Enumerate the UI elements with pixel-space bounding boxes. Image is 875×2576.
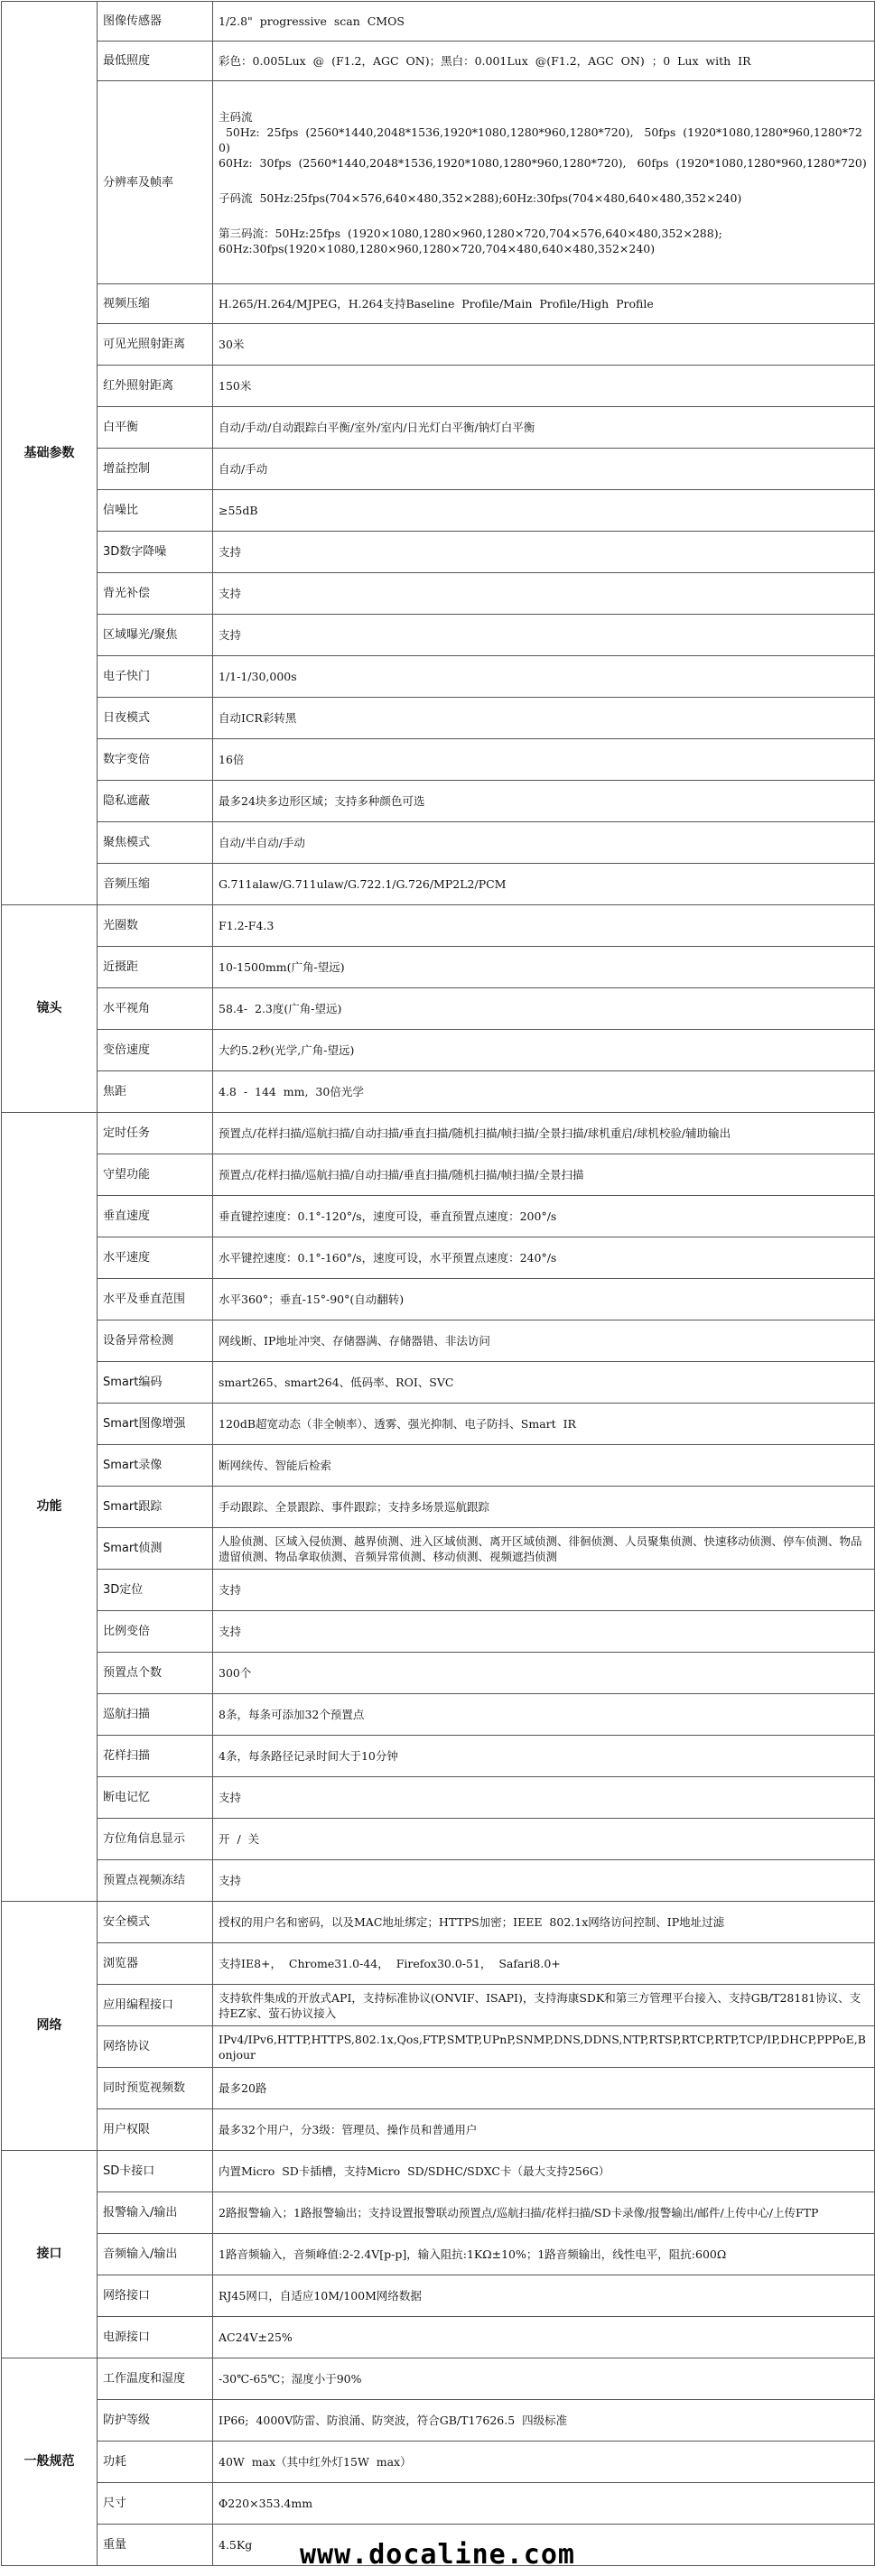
spec-row [2, 2192, 875, 2234]
spec-row [2, 81, 875, 284]
spec-label: 电源接口 [98, 2317, 213, 2358]
res-main-line: 60Hz: 30fps (2560*1440,2048*1536,1920*1080,1280*960,1280*720), 60fps (1920*1080,1280*960,1280*720) [219, 155, 867, 170]
spec-value: RJ45网口，自适应10M/100M网络数据 [213, 2275, 875, 2317]
spec-value: 4.8 - 144 mm, 30倍光学 [213, 1071, 875, 1113]
spec-value: IPv4/IPv6,HTTP,HTTPS,802.1x,Qos,FTP,SMTP,UPnP,SNMP,DNS,DDNS,NTP,RTSP,RTCP,RTP,TCP/IP,DHCP,PPPoE,Bonjour [213, 2026, 875, 2068]
spec-row [2, 2442, 875, 2483]
category-label: 基础参数 [2, 2, 98, 905]
res-main-line: 50Hz: 25fps (2560*1440,2048*1536,1920*1080,1280*960,1280*720), 50fps (1920*1080,1280*960,1280*720) [219, 125, 862, 154]
res-third-stream: 第三码流：50Hz:25fps (1920×1080,1280×960,1280×720,704×576,640×480,352×288); 60Hz:30fps(1920×1080,1280×960,1280×720,704×480,640×480,352×240) [219, 226, 722, 255]
spec-value: Φ220×353.4mm [213, 2483, 875, 2525]
spec-label: 近摄距 [98, 947, 213, 988]
spec-label: 垂直速度 [98, 1196, 213, 1237]
category-label: 一般规范 [2, 2358, 98, 2566]
spec-row [2, 2400, 875, 2442]
spec-value: smart265、smart264、低码率、ROI、SVC [213, 1362, 875, 1404]
spec-row [2, 1736, 875, 1777]
spec-label: 工作温度和湿度 [98, 2358, 213, 2400]
spec-row [2, 2275, 875, 2317]
spec-row [2, 1694, 875, 1736]
spec-label: 音频输入/输出 [98, 2234, 213, 2275]
spec-label: 光圈数 [98, 905, 213, 947]
spec-value: 预置点/花样扫描/巡航扫描/自动扫描/垂直扫描/随机扫描/帧扫描/全景扫描/球机重启/球机校验/辅助输出 [213, 1113, 875, 1154]
spec-label: 焦距 [98, 1071, 213, 1113]
spec-body [2, 2, 875, 2566]
spec-row [2, 947, 875, 988]
spec-label: 水平视角 [98, 988, 213, 1030]
spec-label: 防护等级 [98, 2400, 213, 2442]
spec-row [2, 573, 875, 615]
spec-label: 守望功能 [98, 1154, 213, 1196]
spec-value: 40W max（其中红外灯15W max） [213, 2442, 875, 2483]
spec-label: 应用编程接口 [98, 1985, 213, 2026]
spec-value: G.711alaw/G.711ulaw/G.722.1/G.726/MP2L2/PCM [213, 864, 875, 905]
spec-row [2, 449, 875, 490]
spec-row [2, 1860, 875, 1902]
res-sub-stream: 子码流 50Hz:25fps(704×576,640×480,352×288);60Hz:30fps(704×480,640×480,352×240) [219, 190, 742, 205]
spec-value: 自动/手动 [213, 449, 875, 490]
spec-value: 手动跟踪、全景跟踪、事件跟踪；支持多场景巡航跟踪 [213, 1487, 875, 1528]
spec-label: 数字变倍 [98, 739, 213, 781]
spec-value: 150米 [213, 366, 875, 407]
spec-label: Smart图像增强 [98, 1404, 213, 1445]
spec-row [2, 988, 875, 1030]
spec-label: 最低照度 [98, 42, 213, 81]
spec-value: 58.4- 2.3度(广角-望远) [213, 988, 875, 1030]
spec-label: 定时任务 [98, 1113, 213, 1154]
spec-value: 1/1-1/30,000s [213, 656, 875, 698]
spec-value: 4.5Kg [213, 2525, 875, 2566]
spec-label: SD卡接口 [98, 2151, 213, 2192]
spec-value: 300个 [213, 1653, 875, 1694]
spec-value: 120dB超宽动态（非全帧率）、透雾、强光抑制、电子防抖、Smart IR [213, 1404, 875, 1445]
spec-value: 最多32个用户，分3级：管理员、操作员和普通用户 [213, 2109, 875, 2151]
spec-row [2, 1902, 875, 1943]
spec-value: 支持 [213, 1777, 875, 1819]
spec-value: 30米 [213, 324, 875, 366]
spec-value: 大约5.2秒(光学,广角-望远) [213, 1030, 875, 1071]
spec-label: 功耗 [98, 2442, 213, 2483]
spec-label: 3D定位 [98, 1570, 213, 1611]
spec-row [2, 781, 875, 822]
spec-row [2, 366, 875, 407]
category-label: 接口 [2, 2151, 98, 2358]
spec-label: 同时预览视频数 [98, 2068, 213, 2109]
spec-row [2, 1653, 875, 1694]
spec-label: 分辨率及帧率 [98, 81, 213, 284]
spec-label: 比例变倍 [98, 1611, 213, 1653]
spec-table [1, 1, 875, 2566]
spec-row [2, 1819, 875, 1860]
spec-value: 支持 [213, 615, 875, 656]
spec-row [2, 2068, 875, 2109]
spec-value: 1路音频输入，音频峰值:2-2.4V[p-p]，输入阻抗:1KΩ±10%；1路音频输出，线性电平，阻抗:600Ω [213, 2234, 875, 2275]
spec-value: ≥55dB [213, 490, 875, 532]
category-label: 网络 [2, 1902, 98, 2151]
spec-label: Smart侦测 [98, 1528, 213, 1570]
spec-value: 水平360°；垂直-15°-90°(自动翻转) [213, 1279, 875, 1320]
spec-row [2, 490, 875, 532]
spec-row [2, 1404, 875, 1445]
spec-label: 音频压缩 [98, 864, 213, 905]
spec-row [2, 1279, 875, 1320]
spec-row [2, 1611, 875, 1653]
spec-row [2, 324, 875, 366]
spec-label: 网络接口 [98, 2275, 213, 2317]
spec-value: 自动ICR彩转黑 [213, 698, 875, 739]
spec-label: 白平衡 [98, 407, 213, 449]
spec-row [2, 905, 875, 947]
spec-label: Smart跟踪 [98, 1487, 213, 1528]
spec-label: 巡航扫描 [98, 1694, 213, 1736]
spec-label: 浏览器 [98, 1943, 213, 1985]
spec-value: 1/2.8" progressive scan CMOS [213, 2, 875, 42]
spec-value: 彩色：0.005Lux @ (F1.2，AGC ON)；黑白：0.001Lux @(F1.2，AGC ON) ；0 Lux with IR [213, 42, 875, 81]
spec-label: 预置点个数 [98, 1653, 213, 1694]
spec-label: Smart编码 [98, 1362, 213, 1404]
spec-value: 垂直键控速度：0.1°-120°/s，速度可设，垂直预置点速度：200°/s [213, 1196, 875, 1237]
spec-label: 区域曝光/聚焦 [98, 615, 213, 656]
spec-row [2, 2317, 875, 2358]
spec-row [2, 1943, 875, 1985]
spec-row [2, 42, 875, 81]
spec-row [2, 407, 875, 449]
spec-row [2, 1777, 875, 1819]
spec-value: 水平键控速度：0.1°-160°/s，速度可设，水平预置点速度：240°/s [213, 1237, 875, 1279]
spec-row [2, 1071, 875, 1113]
spec-value: 8条，每条可添加32个预置点 [213, 1694, 875, 1736]
spec-label: 增益控制 [98, 449, 213, 490]
spec-row [2, 2, 875, 42]
spec-value: IP66; 4000V防雷、防浪涌、防突波，符合GB/T17626.5 四级标准 [213, 2400, 875, 2442]
spec-label: 尺寸 [98, 2483, 213, 2525]
spec-value: H.265/H.264/MJPEG，H.264支持Baseline Profile/Main Profile/High Profile [213, 284, 875, 324]
spec-row [2, 1237, 875, 1279]
spec-row [2, 864, 875, 905]
spec-value: 内置Micro SD卡插槽，支持Micro SD/SDHC/SDXC卡（最大支持256G） [213, 2151, 875, 2192]
spec-value: 支持 [213, 1570, 875, 1611]
spec-label: 水平速度 [98, 1237, 213, 1279]
spec-value: 最多24块多边形区域；支持多种颜色可选 [213, 781, 875, 822]
spec-row [2, 739, 875, 781]
spec-value: 网线断、IP地址冲突、存储器满、存储器错、非法访问 [213, 1320, 875, 1362]
spec-label: 重量 [98, 2525, 213, 2566]
spec-label: 水平及垂直范围 [98, 1279, 213, 1320]
spec-row [2, 1985, 875, 2026]
spec-label: 红外照射距离 [98, 366, 213, 407]
category-label: 镜头 [2, 905, 98, 1113]
spec-row [2, 2151, 875, 2192]
spec-row [2, 1528, 875, 1570]
spec-value: 支持IE8+， Chrome31.0-44， Firefox30.0-51， Safari8.0+ [213, 1943, 875, 1985]
spec-label: 预置点视频冻结 [98, 1860, 213, 1902]
spec-row [2, 2483, 875, 2525]
spec-value: 支持软件集成的开放式API，支持标准协议(ONVIF、ISAPI)，支持海康SDK和第三方管理平台接入、支持GB/T28181协议、支持EZ家、萤石协议接入 [213, 1985, 875, 2026]
spec-label: 聚焦模式 [98, 822, 213, 864]
spec-label: 报警输入/输出 [98, 2192, 213, 2234]
spec-label: 背光补偿 [98, 573, 213, 615]
spec-value: 断网续传、智能后检索 [213, 1445, 875, 1487]
spec-row [2, 822, 875, 864]
spec-label: 信噪比 [98, 490, 213, 532]
spec-row [2, 698, 875, 739]
spec-row [2, 1030, 875, 1071]
spec-row [2, 1362, 875, 1404]
spec-row [2, 656, 875, 698]
spec-value: AC24V±25% [213, 2317, 875, 2358]
spec-value: 支持 [213, 532, 875, 573]
spec-row [2, 1196, 875, 1237]
spec-row [2, 284, 875, 324]
spec-row [2, 1320, 875, 1362]
spec-label: 视频压缩 [98, 284, 213, 324]
spec-label: Smart录像 [98, 1445, 213, 1487]
spec-value: 10-1500mm(广角-望远) [213, 947, 875, 988]
spec-value: 授权的用户名和密码，以及MAC地址绑定；HTTPS加密；IEEE 802.1x网络访问控制、IP地址过滤 [213, 1902, 875, 1943]
spec-value: 预置点/花样扫描/巡航扫描/自动扫描/垂直扫描/随机扫描/帧扫描/全景扫描 [213, 1154, 875, 1196]
spec-value: 人脸侦测、区域入侵侦测、越界侦测、进入区域侦测、离开区域侦测、徘徊侦测、人员聚集侦测、快速移动侦测、停车侦测、物品遗留侦测、物品拿取侦测、音频异常侦测、移动侦测、视频遮挡侦测 [213, 1528, 875, 1570]
spec-label: 3D数字降噪 [98, 532, 213, 573]
spec-label: 安全模式 [98, 1902, 213, 1943]
spec-label: 可见光照射距离 [98, 324, 213, 366]
spec-label: 隐私遮蔽 [98, 781, 213, 822]
spec-value: 支持 [213, 1611, 875, 1653]
spec-label: 日夜模式 [98, 698, 213, 739]
spec-row [2, 2234, 875, 2275]
spec-label: 图像传感器 [98, 2, 213, 42]
spec-label: 设备异常检测 [98, 1320, 213, 1362]
spec-label: 断电记忆 [98, 1777, 213, 1819]
spec-value [213, 81, 875, 284]
spec-row [2, 1570, 875, 1611]
spec-row [2, 615, 875, 656]
spec-value: 自动/半自动/手动 [213, 822, 875, 864]
category-label: 功能 [2, 1113, 98, 1902]
spec-value: -30℃-65℃；湿度小于90% [213, 2358, 875, 2400]
res-main-title: 主码流 [219, 109, 253, 124]
spec-value: 16倍 [213, 739, 875, 781]
spec-label: 网络协议 [98, 2026, 213, 2068]
spec-label: 电子快门 [98, 656, 213, 698]
spec-label: 用户权限 [98, 2109, 213, 2151]
spec-row [2, 2026, 875, 2068]
spec-row [2, 1445, 875, 1487]
spec-label: 方位角信息显示 [98, 1819, 213, 1860]
spec-row [2, 2109, 875, 2151]
spec-row [2, 1113, 875, 1154]
spec-value: 自动/手动/自动跟踪白平衡/室外/室内/日光灯白平衡/钠灯白平衡 [213, 407, 875, 449]
spec-value: 4条，每条路径记录时间大于10分钟 [213, 1736, 875, 1777]
spec-row [2, 2358, 875, 2400]
spec-label: 变倍速度 [98, 1030, 213, 1071]
watermark: www.docaline.com [300, 2539, 575, 2571]
spec-row [2, 1154, 875, 1196]
spec-row [2, 1487, 875, 1528]
spec-value: F1.2-F4.3 [213, 905, 875, 947]
spec-label: 花样扫描 [98, 1736, 213, 1777]
spec-value: 2路报警输入；1路报警输出；支持设置报警联动预置点/巡航扫描/花样扫描/SD卡录像/报警输出/邮件/上传中心/上传FTP [213, 2192, 875, 2234]
spec-value: 支持 [213, 1860, 875, 1902]
spec-row [2, 532, 875, 573]
spec-value: 最多20路 [213, 2068, 875, 2109]
spec-value: 开 / 关 [213, 1819, 875, 1860]
spec-value: 支持 [213, 573, 875, 615]
